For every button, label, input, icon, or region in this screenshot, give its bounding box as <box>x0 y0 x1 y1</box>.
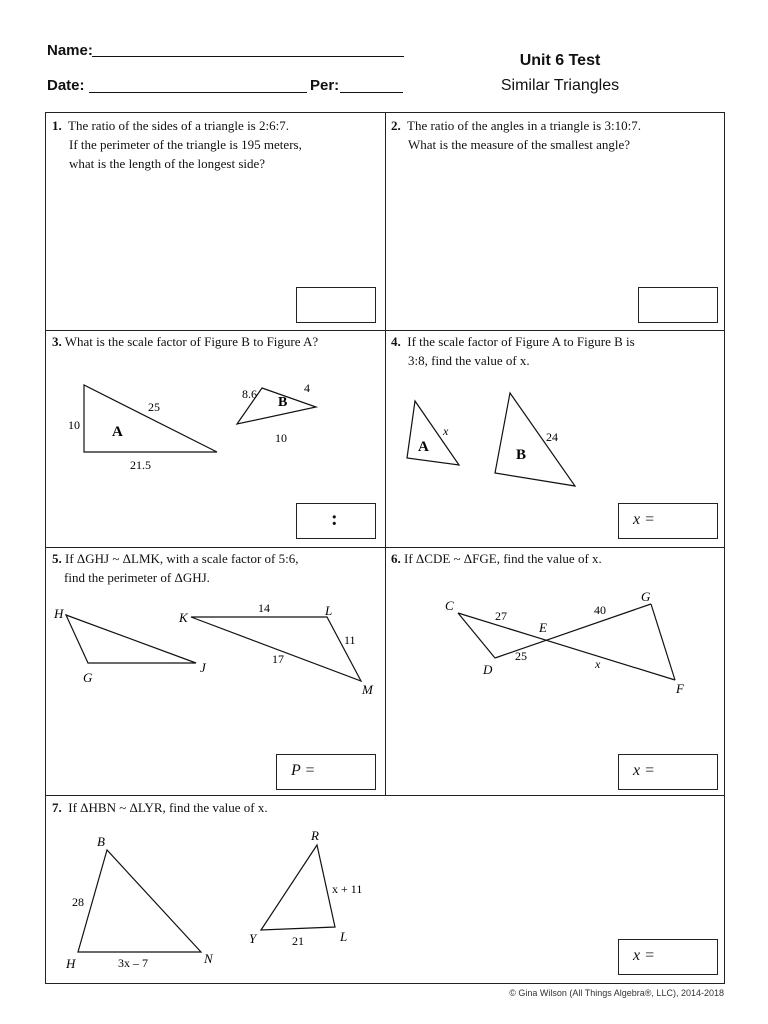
vertex-l: L <box>340 929 348 944</box>
vertex-j: J <box>200 660 206 675</box>
triangle-a-label: A <box>112 424 123 440</box>
segment-gf <box>651 604 675 680</box>
triangle-a <box>84 385 217 452</box>
side-a-bottom: 21.5 <box>130 458 151 472</box>
side-eg: 40 <box>594 603 606 617</box>
triangle-b-label: B <box>278 395 288 410</box>
page-title: Unit 6 Test <box>519 52 601 69</box>
vertex-y: Y <box>249 931 257 946</box>
side-de: 25 <box>515 649 527 663</box>
side-b-bottom: 10 <box>275 431 287 445</box>
side-a-x: x <box>443 424 449 438</box>
problem-4-answer-box[interactable] <box>618 503 718 539</box>
problem-6-text: 6. If ΔCDE ~ ΔFGE, find the value of x. <box>391 551 602 566</box>
problem-2-text: 2. The ratio of the angles in a triangle is 3:10:7. What is the measure of the smallest angle? <box>391 118 641 152</box>
side-bh: 28 <box>72 895 84 909</box>
per-field[interactable] <box>340 92 403 93</box>
vertex-k: K <box>179 610 188 625</box>
answer-x-label: x = <box>633 762 655 779</box>
vertex-b: B <box>97 834 105 849</box>
side-hn: 3x – 7 <box>118 956 148 970</box>
answer-x-label: x = <box>633 947 655 964</box>
triangle-hbn <box>78 850 201 952</box>
per-label: Per: <box>310 77 340 94</box>
problem-5-answer-box[interactable] <box>276 754 376 790</box>
vertex-e: E <box>539 620 547 635</box>
problem-3-figure <box>46 331 384 481</box>
segment-cd <box>458 613 495 658</box>
vertex-f: F <box>676 681 684 696</box>
problem-3-text: 3. What is the scale factor of Figure B to Figure A? <box>52 334 319 349</box>
vertex-c: C <box>445 598 454 613</box>
name-field[interactable] <box>92 56 404 57</box>
problem-7-figure <box>46 797 406 977</box>
triangle-klm <box>191 617 361 681</box>
problem-6-answer-box[interactable] <box>618 754 718 790</box>
vertex-d: D <box>483 662 493 677</box>
answer-x-label: x = <box>633 511 655 528</box>
side-km: 17 <box>272 652 284 666</box>
problem-4-text: 4. If the scale factor of Figure A to Figure B is 3:8, find the value of x. <box>391 334 635 368</box>
name-label: Name: <box>47 42 93 59</box>
side-ef: x <box>595 657 601 671</box>
problem-4-figure <box>385 331 723 491</box>
problem-5-text: 5. If ΔGHJ ~ ΔLMK, with a scale factor of 5:6, find the perimeter of ΔGHJ. <box>52 551 299 585</box>
side-b-right: 4 <box>304 381 310 395</box>
triangle-b-label: B <box>516 447 527 463</box>
problem-grid <box>45 112 725 984</box>
ratio-colon: : <box>331 508 338 530</box>
problem-6-figure <box>385 548 723 698</box>
triangle-lyr <box>261 845 335 930</box>
date-field[interactable] <box>89 92 307 93</box>
side-kl: 14 <box>258 601 270 615</box>
page-subtitle: Similar Triangles <box>500 77 620 94</box>
copyright-footer: © Gina Wilson (All Things Algebra®, LLC), 2014-2018 <box>509 988 724 998</box>
triangle-b <box>495 393 575 486</box>
problem-3-answer-box[interactable] <box>296 503 376 539</box>
problem-5-figure <box>46 548 384 698</box>
side-lm: 11 <box>344 633 356 647</box>
problem-1-answer-box[interactable] <box>296 287 376 323</box>
triangle-a <box>407 401 459 465</box>
problem-7-text: 7. If ΔHBN ~ ΔLYR, find the value of x. <box>52 800 268 815</box>
side-a-left: 10 <box>68 418 80 432</box>
date-label: Date: <box>47 77 85 94</box>
problem-2-answer-box[interactable] <box>638 287 718 323</box>
side-b-left: 8.6 <box>242 387 257 401</box>
answer-p-label: P = <box>291 762 316 779</box>
vertex-n: N <box>204 951 213 966</box>
side-b-24: 24 <box>546 430 558 444</box>
vertex-g: G <box>641 589 651 604</box>
vertex-h: H <box>66 956 76 971</box>
vertex-m: M <box>362 682 373 697</box>
vertex-h: H <box>54 606 64 621</box>
vertex-r: R <box>311 828 319 843</box>
side-a-hyp: 25 <box>148 400 160 414</box>
problem-7-answer-box[interactable] <box>618 939 718 975</box>
problem-1-text: 1. The ratio of the sides of a triangle is 2:6:7. If the perimeter of the triangle is 195 meters, what is the length of the longest side? <box>52 118 302 171</box>
vertex-l: L <box>325 603 333 618</box>
triangle-ghj <box>66 615 196 663</box>
vertex-g: G <box>83 670 93 685</box>
side-yl: 21 <box>292 934 304 948</box>
side-ce: 27 <box>495 609 507 623</box>
triangle-a-label: A <box>418 439 429 455</box>
side-rl: x + 11 <box>332 882 363 896</box>
